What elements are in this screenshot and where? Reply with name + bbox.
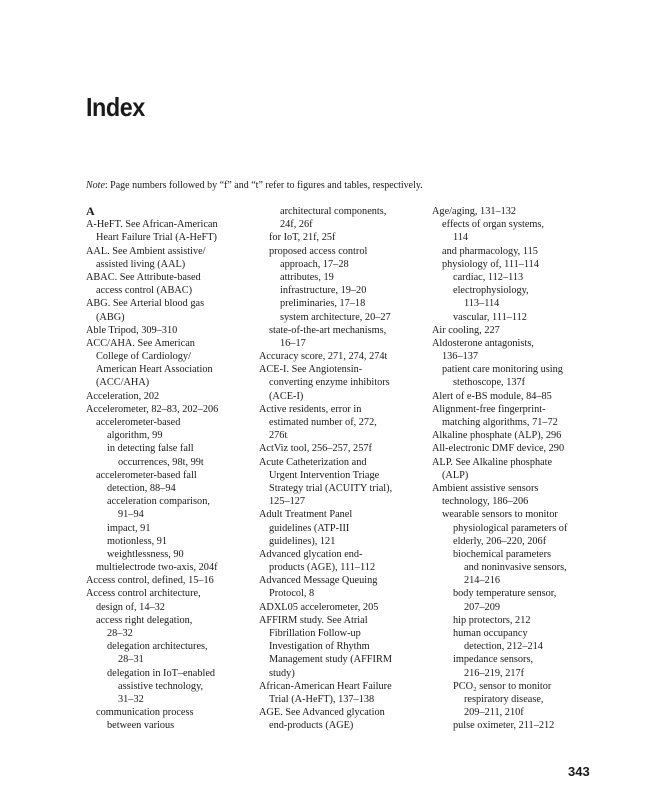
index-entry: 16–17	[280, 337, 306, 349]
index-entry: A-HeFT. See African-American	[86, 219, 218, 231]
index-entry: assisted living (AAL)	[96, 258, 186, 270]
index-entry: accelerometer-based	[96, 417, 181, 428]
index-entry: end-products (AGE)	[269, 720, 354, 732]
index-entry: Aldosterone antagonists,	[432, 337, 534, 349]
index-entry: assistive technology,	[118, 680, 204, 692]
index-entry: algorithm, 99	[107, 430, 163, 442]
index-entry: Alkaline phosphate (ALP), 296	[432, 430, 562, 442]
index-entry: Trial (A-HeFT), 137–138	[269, 693, 375, 705]
index-entry: Strategy trial (ACUITY trial),	[269, 482, 393, 494]
index-entry: elderly, 206–220, 206f	[453, 535, 547, 547]
index-entry: electrophysiology,	[453, 285, 529, 297]
index-entry: stethoscope, 137f	[453, 377, 526, 389]
index-letter-heading: A	[86, 204, 95, 218]
index-entry: Active residents, error in	[259, 403, 362, 415]
index-entry: (ACE-I)	[269, 390, 304, 402]
note-label: Note	[86, 180, 105, 191]
index-entry: African-American Heart Failure	[259, 680, 392, 692]
page-number: 343	[568, 764, 590, 779]
index-entry: Investigation of Rhythm	[269, 641, 370, 653]
index-entry: body temperature sensor,	[453, 588, 557, 600]
page-title: Index	[86, 92, 145, 122]
index-entry: Age/aging, 131–132	[432, 206, 517, 217]
index-entry: 276t	[269, 430, 288, 442]
index-entry: Acceleration, 202	[86, 390, 160, 402]
index-entry: impedance sensors,	[453, 654, 534, 666]
index-entry: Accuracy score, 271, 274, 274t	[259, 351, 388, 363]
index-entry: effects of organ systems,	[442, 219, 544, 231]
index-entry: AAL. See Ambient assistive/	[86, 245, 206, 257]
index-entry: 28–32	[107, 628, 133, 639]
index-entry: PCO₂ sensor to monitor	[453, 680, 552, 692]
index-entry: Access control architecture,	[86, 588, 201, 600]
index-column-1	[86, 205, 256, 733]
index-entry: vascular, 111–112	[453, 311, 527, 323]
index-entry: state-of-the-art mechanisms,	[269, 324, 387, 336]
index-entry: Heart Failure Trial (A-HeFT)	[96, 232, 217, 244]
index-entry: 113–114	[464, 298, 500, 310]
index-entry: design of, 14–32	[96, 601, 165, 613]
index-entry: Alert of e-BS module, 84–85	[432, 390, 552, 402]
index-entry: Alignment-free fingerprint-	[432, 403, 546, 415]
index-entry: motionless, 91	[107, 535, 168, 547]
index-entry: communication process	[96, 707, 194, 719]
index-entry: pulse oximeter, 211–212	[453, 720, 555, 732]
index-entry: Urgent Intervention Triage	[269, 469, 380, 481]
index-entry: All-electronic DMF device, 290	[432, 443, 565, 455]
index-entry: detection, 212–214	[464, 641, 543, 653]
index-entry: access control (ABAC)	[96, 285, 193, 297]
index-column-3	[432, 205, 600, 733]
index-entry: multielectrode two-axis, 204f	[96, 562, 218, 574]
index-entry: between various	[107, 720, 175, 732]
index-column-2	[259, 205, 427, 733]
index-entry: infrastructure, 19–20	[280, 285, 367, 297]
index-entry: detection, 88–94	[107, 482, 176, 494]
index-entry: AGE. See Advanced glycation	[259, 707, 385, 719]
index-entry: guidelines), 121	[269, 535, 336, 547]
index-entry: wearable sensors to monitor	[442, 509, 558, 521]
index-entry: and pharmacology, 115	[442, 245, 538, 257]
index-entry: respiratory disease,	[464, 693, 544, 705]
index-entry: (ACC/AHA)	[96, 377, 150, 389]
note-text: : Page numbers followed by “f” and “t” refer to figures and tables, respectively.	[104, 180, 423, 191]
index-entry: hip protectors, 212	[453, 614, 531, 626]
index-entry: acceleration comparison,	[107, 496, 210, 508]
index-entry: Able Tripod, 309–310	[86, 324, 178, 336]
index-entry: College of Cardiology/	[96, 351, 191, 363]
index-entry: 136–137	[442, 351, 479, 363]
index-entry: Advanced Message Queuing	[259, 575, 378, 587]
index-entry: 28–31	[118, 654, 144, 666]
index-entry: 114	[453, 232, 469, 244]
index-entry: Adult Treatment Panel	[259, 509, 353, 521]
index-entry: ActViz tool, 256–257, 257f	[259, 443, 372, 455]
index-entry: in detecting false fall	[107, 443, 194, 455]
index-entry: (ALP)	[442, 469, 469, 481]
index-entry: physiological parameters of	[453, 522, 568, 534]
index-entry: Access control, defined, 15–16	[86, 575, 214, 587]
index-entry: 125–127	[269, 496, 306, 508]
index-entry: estimated number of, 272,	[269, 417, 377, 428]
index-entry: American Heart Association	[96, 364, 213, 376]
index-entry: 207–209	[464, 601, 501, 613]
index-entry: (ABG)	[96, 311, 125, 323]
index-entry: matching algorithms, 71–72	[442, 417, 558, 428]
index-entry: accelerometer-based fall	[96, 469, 197, 481]
index-entry: 24f, 26f	[280, 219, 313, 231]
index-entry: 216–219, 217f	[464, 667, 525, 679]
index-entry: proposed access control	[269, 245, 368, 257]
index-entry: ABG. See Arterial blood gas	[86, 298, 205, 310]
index-entry: ABAC. See Attribute-based	[86, 271, 201, 283]
index-entry: 209–211, 210f	[464, 707, 524, 719]
index-entry: study)	[269, 667, 295, 679]
index-entry: ACE-I. See Angiotensin-	[259, 364, 363, 376]
index-entry: system architecture, 20–27	[280, 311, 391, 323]
index-entry: cardiac, 112–113	[453, 271, 524, 283]
index-entry: impact, 91	[107, 522, 151, 534]
index-entry: Acute Catheterization and	[259, 456, 367, 468]
index-entry: Accelerometer, 82–83, 202–206	[86, 403, 219, 415]
index-entry: weightlessness, 90	[107, 548, 184, 560]
index-entry: guidelines (ATP-III	[269, 522, 350, 534]
index-entry: Air cooling, 227	[432, 324, 500, 336]
index-entry: Fibrillation Follow-up	[269, 628, 361, 639]
index-entry: AFFIRM study. See Atrial	[259, 614, 368, 626]
index-entry: attributes, 19	[280, 271, 334, 283]
index-entry: Management study (AFFIRM	[269, 654, 392, 666]
index-entry: delegation architectures,	[107, 641, 208, 653]
index-entry: physiology of, 111–114	[442, 258, 539, 270]
index-entry: 214–216	[464, 575, 501, 587]
index-entry: 31–32	[118, 693, 144, 705]
index-entry: biochemical parameters	[453, 548, 552, 560]
index-entry: access right delegation,	[96, 614, 193, 626]
index-entry: converting enzyme inhibitors	[269, 377, 390, 389]
index-entry: ALP. See Alkaline phosphate	[432, 456, 553, 468]
index-entry: 91–94	[118, 509, 144, 521]
index-entry: Ambient assistive sensors	[432, 482, 539, 494]
index-entry: preliminaries, 17–18	[280, 298, 366, 310]
index-entry: human occupancy	[453, 628, 528, 639]
index-note	[86, 180, 423, 191]
index-entry: architectural components,	[280, 206, 387, 217]
index-entry: occurrences, 98t, 99t	[118, 456, 204, 468]
index-entry: Advanced glycation end-	[259, 548, 363, 560]
index-entry: for IoT, 21f, 25f	[269, 232, 336, 244]
index-entry: patient care monitoring using	[442, 364, 563, 376]
index-entry: Protocol, 8	[269, 588, 315, 600]
index-entry: delegation in IoT–enabled	[107, 667, 216, 679]
index-entry: ACC/AHA. See American	[86, 337, 195, 349]
index-entry: products (AGE), 111–112	[269, 562, 376, 574]
index-entry: and noninvasive sensors,	[464, 562, 567, 574]
index-entry: ADXL05 accelerometer, 205	[259, 601, 379, 613]
index-entry: technology, 186–206	[442, 496, 529, 508]
index-entry: approach, 17–28	[280, 258, 349, 270]
